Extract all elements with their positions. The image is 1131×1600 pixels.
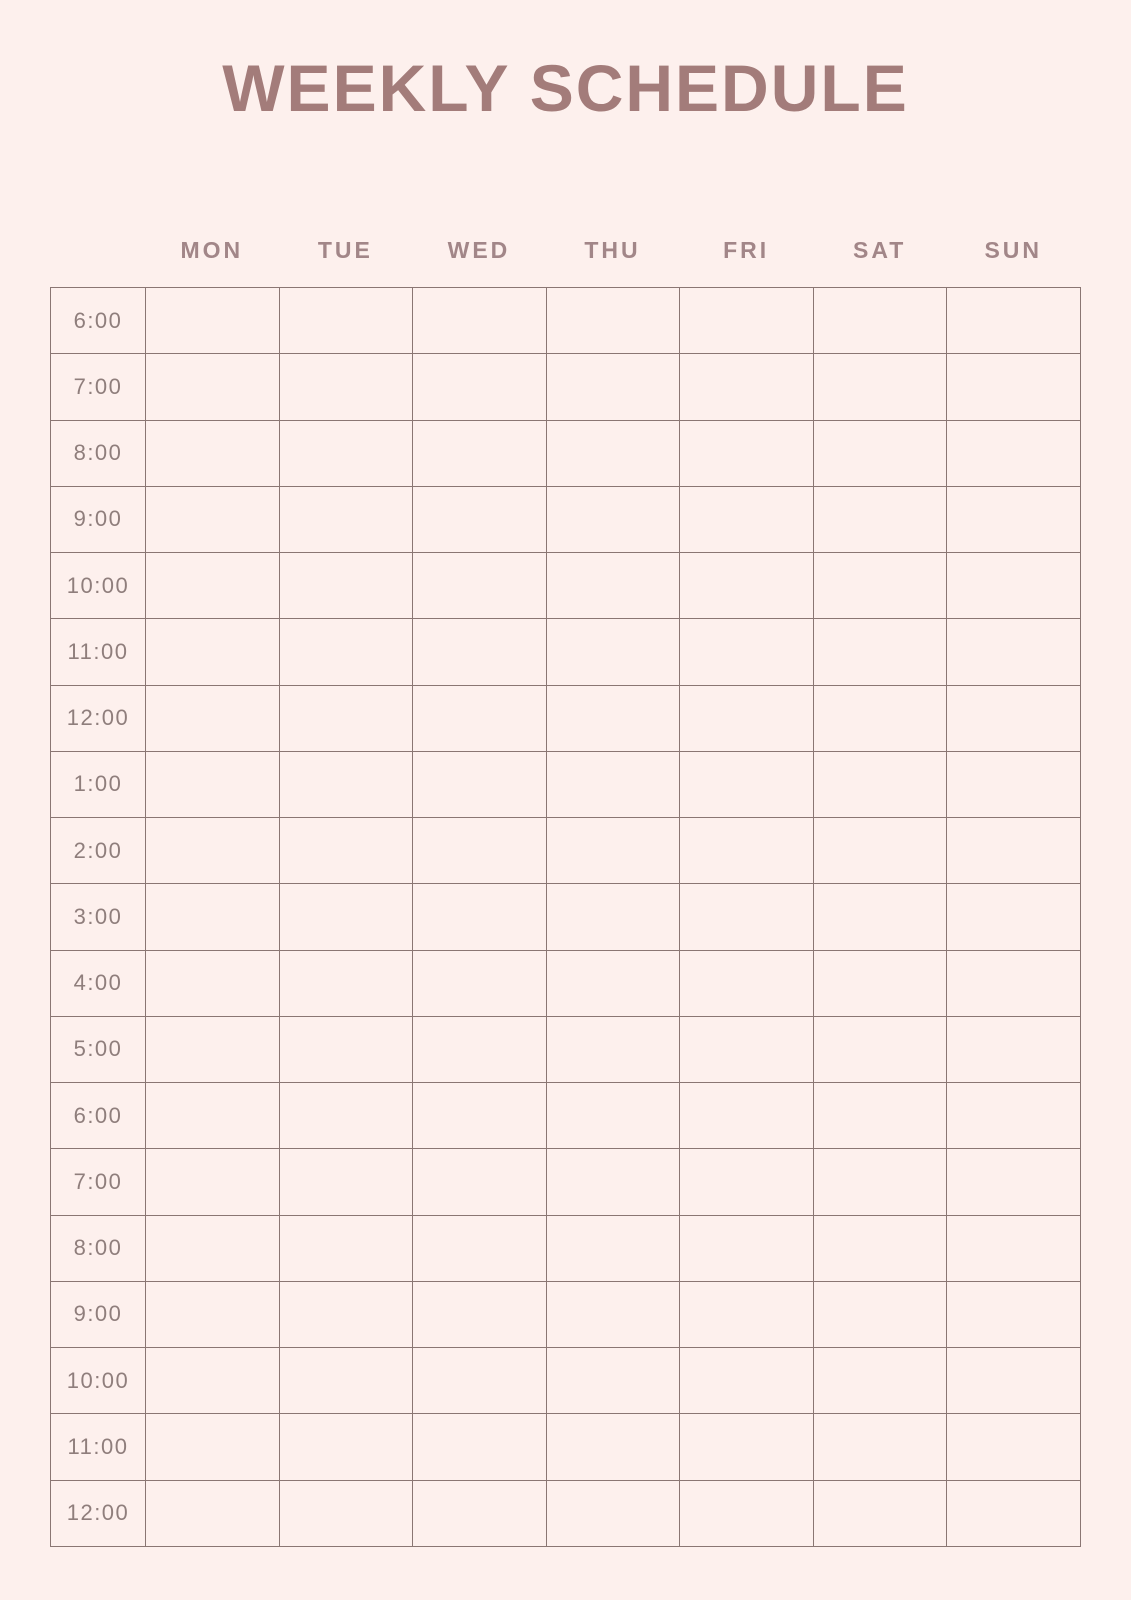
- time-label: 12:00: [51, 685, 146, 751]
- time-label: 2:00: [51, 818, 146, 884]
- schedule-cell[interactable]: [546, 354, 680, 420]
- schedule-cell[interactable]: [146, 1480, 280, 1547]
- time-label: 8:00: [51, 1215, 146, 1281]
- schedule-cell[interactable]: [146, 685, 280, 751]
- schedule-cell[interactable]: [947, 1215, 1081, 1281]
- schedule-cell[interactable]: [279, 1215, 413, 1281]
- time-label: 10:00: [51, 553, 146, 619]
- schedule-cell[interactable]: [813, 619, 947, 685]
- schedule-cell[interactable]: [279, 1016, 413, 1082]
- schedule-cell[interactable]: [413, 1215, 547, 1281]
- schedule-cell[interactable]: [413, 818, 547, 884]
- schedule-cell[interactable]: [813, 354, 947, 420]
- schedule-cell[interactable]: [279, 1083, 413, 1149]
- table-row: [51, 1348, 1081, 1414]
- schedule-cell[interactable]: [680, 288, 814, 354]
- schedule-cell[interactable]: [413, 950, 547, 1016]
- schedule-cell[interactable]: [947, 950, 1081, 1016]
- schedule-cell[interactable]: [947, 288, 1081, 354]
- schedule-cell[interactable]: [947, 1149, 1081, 1215]
- schedule-cell[interactable]: [146, 420, 280, 486]
- schedule-table-body: [51, 288, 1081, 1547]
- schedule-cell[interactable]: [146, 950, 280, 1016]
- schedule-cell[interactable]: [680, 1083, 814, 1149]
- schedule-cell[interactable]: [146, 354, 280, 420]
- table-row: [51, 1149, 1081, 1215]
- schedule-cell[interactable]: [413, 354, 547, 420]
- schedule-cell[interactable]: [813, 685, 947, 751]
- schedule-cell[interactable]: [680, 884, 814, 950]
- schedule-cell[interactable]: [680, 354, 814, 420]
- schedule-cell[interactable]: [947, 619, 1081, 685]
- time-label: 6:00: [51, 1083, 146, 1149]
- schedule-cell[interactable]: [680, 818, 814, 884]
- schedule-cell[interactable]: [947, 751, 1081, 817]
- schedule-cell[interactable]: [413, 1016, 547, 1082]
- schedule-cell[interactable]: [680, 1414, 814, 1480]
- table-row: [51, 1215, 1081, 1281]
- schedule-cell[interactable]: [279, 1414, 413, 1480]
- schedule-cell[interactable]: [413, 1414, 547, 1480]
- day-label-tue: TUE: [317, 237, 373, 263]
- schedule-cell[interactable]: [413, 1281, 547, 1347]
- schedule-cell[interactable]: [413, 619, 547, 685]
- schedule-cell[interactable]: [680, 420, 814, 486]
- schedule-cell[interactable]: [146, 619, 280, 685]
- schedule-cell[interactable]: [279, 1149, 413, 1215]
- schedule-cell[interactable]: [947, 1016, 1081, 1082]
- schedule-cell[interactable]: [413, 685, 547, 751]
- schedule-cell[interactable]: [813, 884, 947, 950]
- schedule-cell[interactable]: [413, 553, 547, 619]
- schedule-cell[interactable]: [680, 1348, 814, 1414]
- table-row: [51, 818, 1081, 884]
- schedule-cell[interactable]: [546, 1480, 680, 1547]
- time-label: 10:00: [51, 1348, 146, 1414]
- schedule-cell[interactable]: [947, 1083, 1081, 1149]
- time-label: 1:00: [51, 751, 146, 817]
- day-label-fri: FRI: [723, 237, 770, 263]
- schedule-cell[interactable]: [947, 354, 1081, 420]
- schedule-cell[interactable]: [146, 1414, 280, 1480]
- schedule-cell[interactable]: [813, 950, 947, 1016]
- table-row: [51, 751, 1081, 817]
- time-label: 7:00: [51, 1149, 146, 1215]
- schedule-cell[interactable]: [146, 553, 280, 619]
- schedule-cell[interactable]: [813, 288, 947, 354]
- schedule-cell[interactable]: [680, 1016, 814, 1082]
- schedule-cell[interactable]: [546, 553, 680, 619]
- schedule-cell[interactable]: [546, 884, 680, 950]
- schedule-cell[interactable]: [947, 884, 1081, 950]
- time-label: 9:00: [51, 1281, 146, 1347]
- schedule-cell[interactable]: [546, 1016, 680, 1082]
- time-label: 4:00: [51, 950, 146, 1016]
- schedule-cell[interactable]: [813, 1149, 947, 1215]
- time-label: 8:00: [51, 420, 146, 486]
- day-label-wed: WED: [447, 237, 511, 263]
- schedule-cell[interactable]: [146, 1215, 280, 1281]
- table-row: [51, 950, 1081, 1016]
- schedule-cell[interactable]: [146, 751, 280, 817]
- schedule-cell[interactable]: [279, 288, 413, 354]
- schedule-cell[interactable]: [813, 1083, 947, 1149]
- schedule-cell[interactable]: [813, 1348, 947, 1414]
- time-label: 12:00: [51, 1480, 146, 1547]
- schedule-cell[interactable]: [279, 619, 413, 685]
- schedule-cell[interactable]: [279, 553, 413, 619]
- table-row: [51, 884, 1081, 950]
- schedule-cell[interactable]: [680, 553, 814, 619]
- schedule-cell[interactable]: [279, 751, 413, 817]
- schedule-cell[interactable]: [813, 420, 947, 486]
- schedule-cell[interactable]: [413, 1083, 547, 1149]
- table-row: [51, 619, 1081, 685]
- schedule-cell[interactable]: [680, 486, 814, 552]
- schedule-cell[interactable]: [813, 1414, 947, 1480]
- day-label-mon: MON: [180, 237, 244, 263]
- schedule-cell[interactable]: [947, 486, 1081, 552]
- schedule-cell[interactable]: [413, 1348, 547, 1414]
- time-label: 7:00: [51, 354, 146, 420]
- schedule-cell[interactable]: [546, 950, 680, 1016]
- schedule-cell[interactable]: [413, 486, 547, 552]
- schedule-cell[interactable]: [146, 1149, 280, 1215]
- schedule-cell[interactable]: [546, 1348, 680, 1414]
- schedule-cell[interactable]: [680, 1281, 814, 1347]
- table-row: [51, 553, 1081, 619]
- schedule-cell[interactable]: [279, 1348, 413, 1414]
- schedule-cell[interactable]: [947, 1281, 1081, 1347]
- schedule-cell[interactable]: [947, 1480, 1081, 1547]
- schedule-cell[interactable]: [546, 685, 680, 751]
- table-row: [51, 1480, 1081, 1547]
- day-header-row: [145, 236, 1080, 264]
- schedule-cell[interactable]: [813, 1215, 947, 1281]
- schedule-cell[interactable]: [146, 486, 280, 552]
- schedule-cell[interactable]: [947, 818, 1081, 884]
- schedule-cell[interactable]: [947, 1414, 1081, 1480]
- schedule-cell[interactable]: [279, 1281, 413, 1347]
- schedule-cell[interactable]: [146, 1016, 280, 1082]
- schedule-cell[interactable]: [279, 486, 413, 552]
- time-label: 11:00: [51, 1414, 146, 1480]
- schedule-cell[interactable]: [680, 1149, 814, 1215]
- schedule-cell[interactable]: [947, 553, 1081, 619]
- schedule-cell[interactable]: [146, 818, 280, 884]
- schedule-cell[interactable]: [813, 553, 947, 619]
- schedule-cell[interactable]: [947, 685, 1081, 751]
- time-label: 5:00: [51, 1016, 146, 1082]
- schedule-cell[interactable]: [813, 818, 947, 884]
- schedule-cell[interactable]: [546, 420, 680, 486]
- schedule-cell[interactable]: [546, 751, 680, 817]
- time-label: 6:00: [51, 288, 146, 354]
- schedule-cell[interactable]: [813, 1281, 947, 1347]
- schedule-cell[interactable]: [146, 288, 280, 354]
- schedule-cell[interactable]: [279, 818, 413, 884]
- schedule-table: [50, 287, 1081, 1547]
- schedule-cell[interactable]: [413, 288, 547, 354]
- time-label: 3:00: [51, 884, 146, 950]
- schedule-cell[interactable]: [279, 950, 413, 1016]
- schedule-cell[interactable]: [279, 685, 413, 751]
- table-row: [51, 288, 1081, 354]
- schedule-cell[interactable]: [546, 1414, 680, 1480]
- schedule-cell[interactable]: [546, 1281, 680, 1347]
- schedule-cell[interactable]: [146, 884, 280, 950]
- time-label: 9:00: [51, 486, 146, 552]
- day-label-thu: THU: [584, 237, 641, 263]
- table-row: [51, 486, 1081, 552]
- schedule-cell[interactable]: [413, 1149, 547, 1215]
- schedule-cell[interactable]: [680, 1215, 814, 1281]
- schedule-cell[interactable]: [947, 420, 1081, 486]
- schedule-cell[interactable]: [680, 685, 814, 751]
- schedule-cell[interactable]: [947, 1348, 1081, 1414]
- schedule-cell[interactable]: [813, 751, 947, 817]
- schedule-cell[interactable]: [813, 486, 947, 552]
- schedule-cell[interactable]: [146, 1281, 280, 1347]
- schedule-cell[interactable]: [279, 1480, 413, 1547]
- schedule-cell[interactable]: [146, 1348, 280, 1414]
- schedule-cell[interactable]: [279, 420, 413, 486]
- schedule-cell[interactable]: [546, 1215, 680, 1281]
- schedule-cell[interactable]: [413, 751, 547, 817]
- schedule-cell[interactable]: [546, 619, 680, 685]
- schedule-cell[interactable]: [546, 1083, 680, 1149]
- schedule-cell[interactable]: [546, 288, 680, 354]
- schedule-cell[interactable]: [279, 884, 413, 950]
- schedule-cell[interactable]: [546, 1149, 680, 1215]
- schedule-cell[interactable]: [413, 420, 547, 486]
- page-title: WEEKLY SCHEDULE: [222, 51, 909, 125]
- table-row: [51, 685, 1081, 751]
- schedule-cell[interactable]: [413, 1480, 547, 1547]
- day-label-sun: SUN: [984, 237, 1043, 263]
- table-row: [51, 1414, 1081, 1480]
- table-row: [51, 1016, 1081, 1082]
- schedule-cell[interactable]: [546, 486, 680, 552]
- schedule-cell[interactable]: [680, 619, 814, 685]
- schedule-cell[interactable]: [813, 1480, 947, 1547]
- schedule-cell[interactable]: [680, 950, 814, 1016]
- schedule-cell[interactable]: [279, 354, 413, 420]
- table-row: [51, 1083, 1081, 1149]
- schedule-cell[interactable]: [546, 818, 680, 884]
- table-row: [51, 354, 1081, 420]
- table-row: [51, 420, 1081, 486]
- table-row: [51, 1281, 1081, 1347]
- schedule-cell[interactable]: [813, 1016, 947, 1082]
- schedule-cell[interactable]: [146, 1083, 280, 1149]
- time-label: 11:00: [51, 619, 146, 685]
- schedule-cell[interactable]: [413, 884, 547, 950]
- day-label-sat: SAT: [853, 237, 907, 263]
- schedule-cell[interactable]: [680, 1480, 814, 1547]
- schedule-cell[interactable]: [680, 751, 814, 817]
